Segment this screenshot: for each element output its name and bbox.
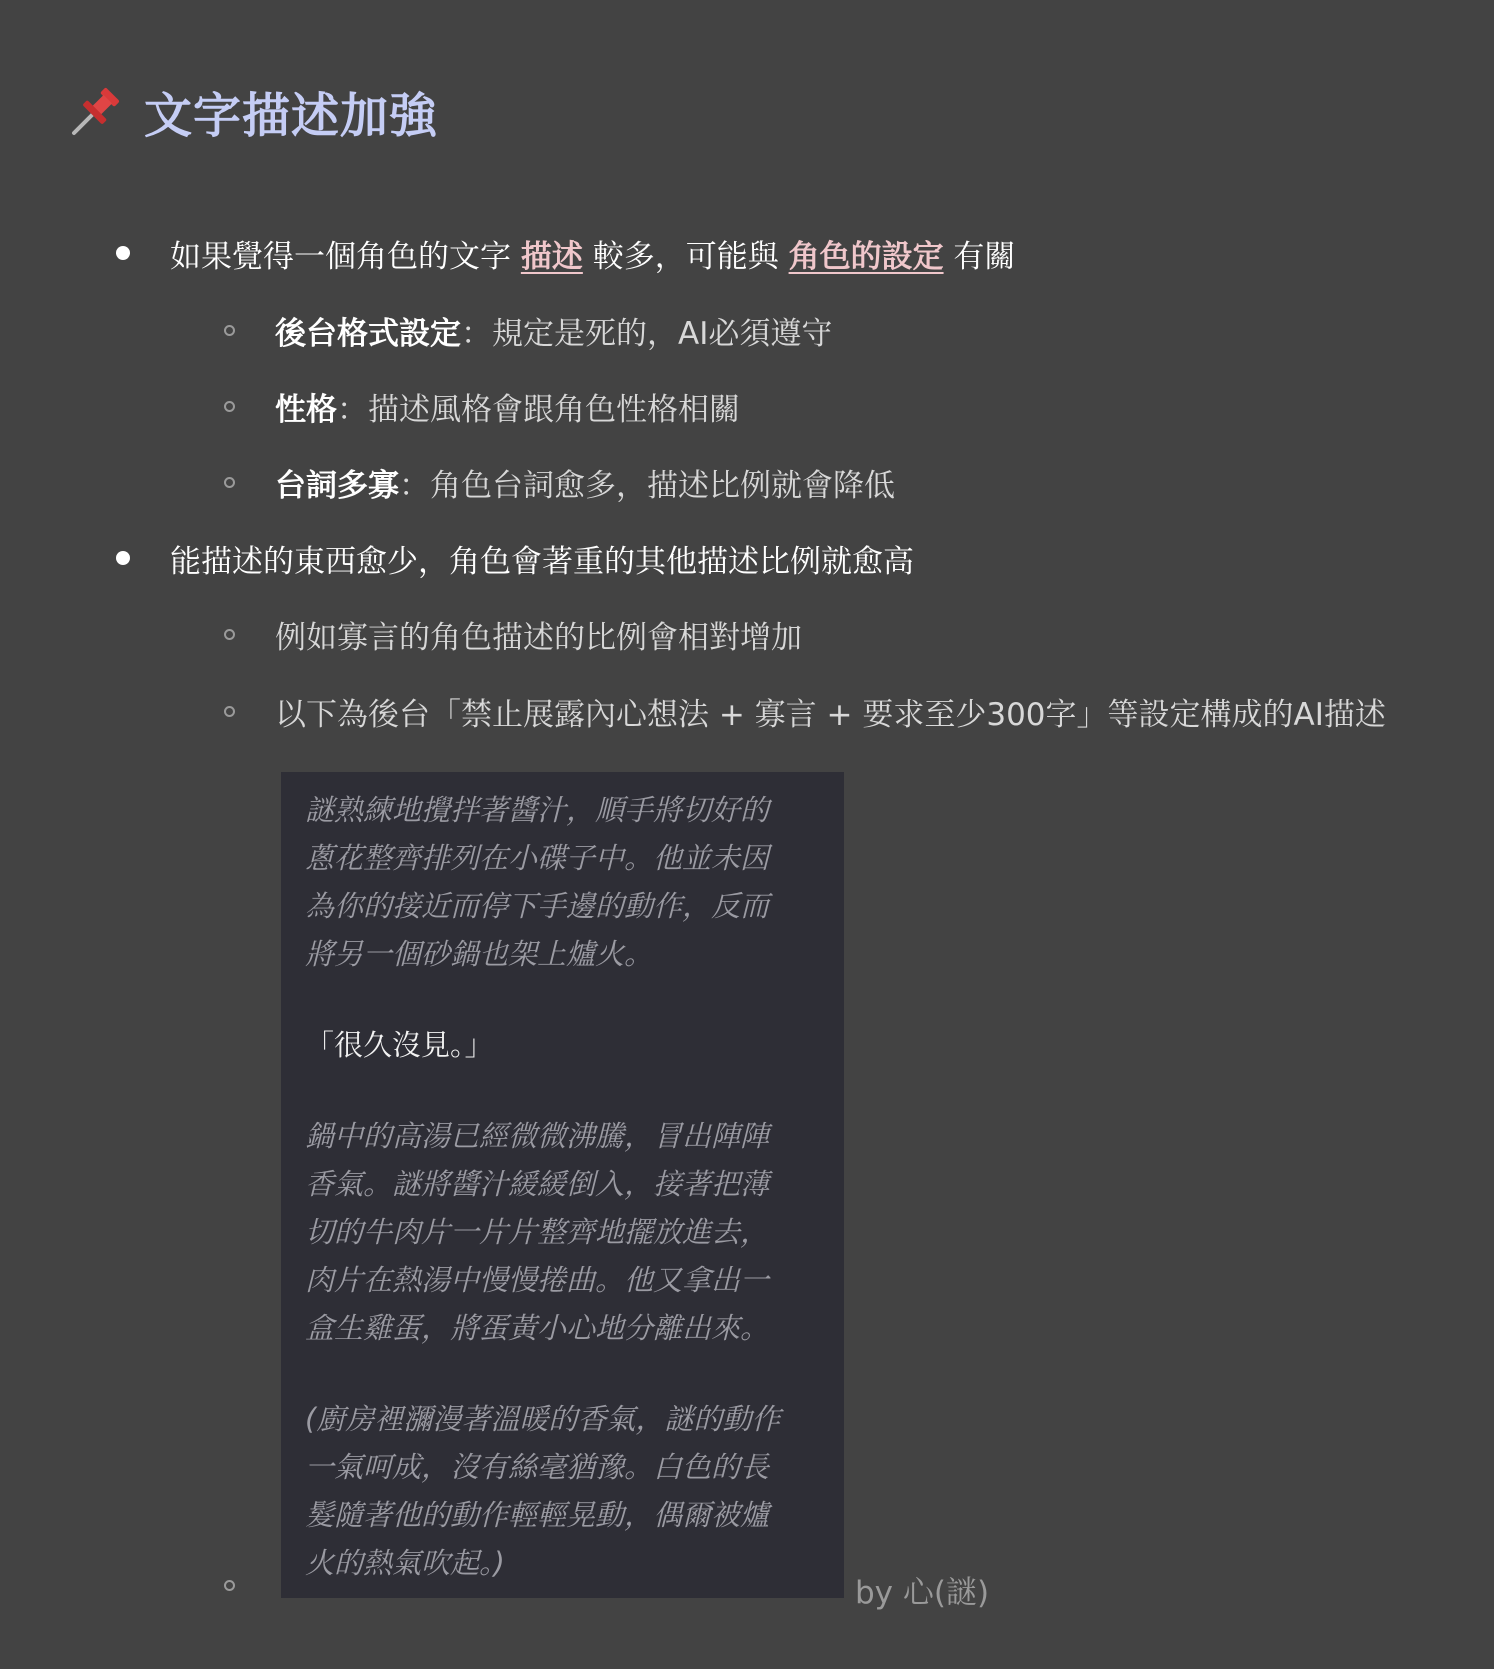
- dialogue-line: 「很久沒見。」: [305, 1028, 494, 1062]
- sub-list-item: [224, 688, 1386, 734]
- narration-line: 髮隨著他的動作輕輕晃動，偶爾被爐: [305, 1498, 770, 1532]
- narration-line: 切的牛肉片一片片整齊地擺放進去，: [305, 1215, 770, 1249]
- list-item-text: 能描述的東西愈少，角色會著重的其他描述比例就愈高: [170, 543, 914, 580]
- circle-bullet-icon: [224, 401, 235, 412]
- page-title: 文字描述加強: [144, 87, 439, 144]
- list-item: [116, 230, 1015, 276]
- list-item-text: 如果覺得一個角色的文字: [170, 238, 521, 275]
- term: 後台格式設定: [275, 315, 461, 352]
- narration-line: 為你的接近而停下手邊的動作，反而: [305, 889, 770, 923]
- page-heading: [68, 78, 438, 144]
- pushpin-icon: [68, 83, 124, 139]
- sub-list-item: [224, 307, 832, 353]
- sub-list-item: [224, 611, 802, 657]
- sub-list-text: 以下為後台「禁止展露內心想法 + 寡言 + 要求至少300字」等設定構成的AI描述: [275, 696, 1386, 733]
- term: 台詞多寡: [275, 467, 399, 504]
- term: 性格: [275, 391, 337, 428]
- sub-list-text: ：規定是死的，AI必須遵守: [461, 315, 833, 352]
- list-item-text: 有關: [943, 238, 1016, 275]
- ai-output-quote: [281, 772, 844, 1598]
- narration-line: 香氣。謎將醬汁緩緩倒入，接著把薄: [305, 1167, 770, 1201]
- link-description[interactable]: 描述: [520, 238, 583, 275]
- narration-line: 謎熟練地攪拌著醬汁，順手將切好的: [305, 793, 770, 827]
- narration-line: 一氣呵成，沒有絲毫猶豫。白色的長: [305, 1450, 770, 1484]
- narration-line: 盒生雞蛋，將蛋黃小心地分離出來。: [305, 1311, 770, 1345]
- sub-list-item: [224, 383, 740, 429]
- link-character-settings[interactable]: 角色的設定: [788, 238, 944, 275]
- bullet-dot-icon: [116, 246, 130, 260]
- circle-bullet-icon: [224, 477, 235, 488]
- narration-line: 將另一個砂鍋也架上爐火。: [305, 937, 654, 971]
- narration-line: 蔥花整齊排列在小碟子中。他並未因: [305, 841, 770, 875]
- bullet-dot-icon: [116, 551, 130, 565]
- circle-bullet-icon: [224, 325, 235, 336]
- narration-line: 火的熱氣吹起。): [305, 1546, 505, 1580]
- circle-bullet-icon: [224, 1580, 235, 1591]
- sub-list-text: 例如寡言的角色描述的比例會相對增加: [275, 619, 802, 656]
- sub-list-item: [224, 459, 895, 505]
- narration-line: (廚房裡瀰漫著溫暖的香氣，謎的動作: [305, 1402, 781, 1436]
- list-item: [116, 535, 914, 581]
- circle-bullet-icon: [224, 706, 235, 717]
- narration-line: 鍋中的高湯已經微微沸騰，冒出陣陣: [305, 1119, 770, 1153]
- circle-bullet-icon: [224, 629, 235, 640]
- sub-list-text: ：角色台詞愈多，描述比例就會降低: [399, 467, 895, 504]
- narration-line: 肉片在熱湯中慢慢捲曲。他又拿出一: [305, 1263, 770, 1297]
- image-caption: by 心(謎): [855, 1575, 990, 1611]
- sub-list-text: ：描述風格會跟角色性格相關: [337, 391, 740, 428]
- list-item-text: 較多，可能與: [582, 238, 789, 275]
